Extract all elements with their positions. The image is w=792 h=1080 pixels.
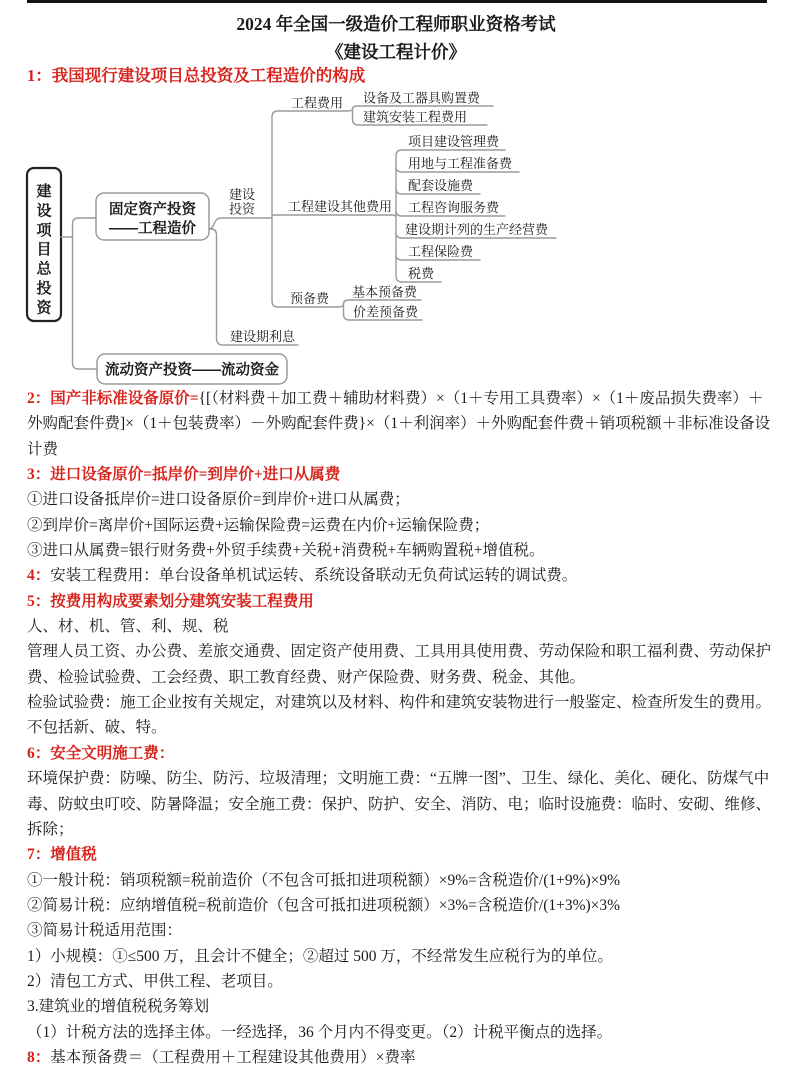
text-segment: ②简易计税：应纳增值税=税前造价（包含可抵扣进项税额）×3%=含税造价/(1+3%)×3% — [27, 896, 621, 914]
price-diff-reserve-label: 价差预备费 — [353, 304, 419, 320]
body-line — [27, 868, 777, 893]
notes-body — [27, 386, 777, 1070]
other-fee-child-label: 配套设施费 — [408, 178, 474, 193]
construction-investment-label: 建设 — [229, 187, 256, 202]
body-line — [27, 639, 777, 664]
other-fee-label: 工程建设其他费用 — [288, 199, 393, 214]
construction-install-label: 建筑安装工程费用 — [363, 109, 468, 125]
connector-line — [73, 218, 97, 237]
fixed-asset-label: 固定资产投资 — [109, 202, 196, 218]
heading-segment: 3：进口设备原价=抵岸价=到岸价+进口从属费 — [27, 466, 341, 484]
body-line — [27, 969, 777, 994]
other-fee-child-label: 税费 — [408, 266, 435, 281]
root-char: 目 — [36, 241, 52, 259]
text-segment: ①进口设备抵岸价=进口设备原价=到岸价+进口从属费； — [27, 491, 410, 509]
text-segment: ③简易计税适用范围： — [27, 922, 183, 940]
heading-segment: 2：国产非标准设备原价= — [27, 390, 199, 407]
text-segment: 基本预备费＝（工程费用＋工程建设其他费用）×费率 — [50, 1048, 416, 1066]
body-line — [27, 842, 777, 867]
reserve-fee-label: 预备费 — [290, 291, 330, 306]
basic-reserve-label: 基本预备费 — [352, 284, 418, 300]
text-segment: 拆除； — [27, 820, 74, 838]
text-segment: 不包括新、破、特。 — [27, 719, 167, 737]
heading-segment: 5：按费用构成要素划分建筑安装工程费用 — [27, 592, 314, 610]
body-line — [27, 386, 777, 411]
equipment-purchase-label: 设备及工器具购置费 — [363, 90, 481, 106]
text-segment: ②到岸价=离岸价+国际运费+运输保险费=运费在内价+运输保险费； — [27, 516, 490, 534]
document-title: 2024 年全国一级造价工程师职业资格考试 — [236, 14, 556, 34]
text-segment: 安装工程费用：单台设备单机试运转、系统设备联动无负荷试运转的调试费。 — [50, 567, 578, 585]
text-segment: {[（材料费＋加工费＋辅助材料费）×（1＋专用工具费率）×（1＋废品损失费率）＋ — [198, 390, 764, 407]
text-segment: （1）计税方法的选择主体。一经选择，36 个月内不得变更。（2）计税平衡点的选择。 — [27, 1023, 613, 1041]
body-line — [27, 817, 777, 842]
document-subtitle: 《建设工程计价》 — [326, 42, 466, 62]
body-line — [27, 462, 777, 487]
body-line — [27, 918, 777, 943]
top-rule — [27, 0, 767, 3]
root-char: 总 — [36, 260, 52, 278]
body-line — [27, 944, 777, 969]
text-segment: 外购配套件费]×（1＋包装费率）－外购配套件费}×（1＋利润率）＋外购配套件费＋销项税额＋非标准设备设 — [27, 415, 771, 433]
body-line — [27, 766, 777, 791]
other-fee-child-label: 项目建设管理费 — [408, 134, 500, 149]
root-char: 设 — [36, 202, 52, 220]
text-segment: 检验试验费：施工企业按有关规定，对建筑以及材料、构件和建筑安装物进行一般鉴定、检查所发生的费用。 — [27, 694, 772, 712]
project-fee-label: 工程费用 — [291, 95, 344, 111]
body-line — [27, 614, 777, 639]
heading-segment: 6：安全文明施工费： — [27, 744, 175, 762]
body-line — [27, 994, 777, 1019]
body-line — [27, 563, 777, 588]
root-char: 投 — [36, 280, 52, 297]
root-char: 资 — [36, 299, 52, 317]
section-1-heading: 1：我国现行建设项目总投资及工程造价的构成 — [27, 66, 366, 85]
fixed-asset-label: ——工程造价 — [109, 221, 196, 237]
connector-line — [211, 229, 298, 345]
other-fee-child-label: 用地与工程准备费 — [408, 156, 513, 171]
text-segment: 环境保护费：防噪、防尘、防污、垃圾清理；文明施工费：“五牌一图”、卫生、绿化、美化、硬化、防煤气中 — [27, 770, 770, 788]
body-line — [27, 690, 777, 715]
connector-line — [272, 111, 346, 117]
working-capital-label: 流动资产投资——流动资金 — [105, 362, 279, 379]
text-segment: 计费 — [27, 440, 59, 458]
other-fee-child-label: 建设期计列的生产经营费 — [405, 222, 549, 237]
investment-structure-mindmap — [0, 85, 792, 385]
root-char: 项 — [36, 221, 52, 239]
root-char: 建 — [36, 183, 52, 200]
text-segment: 费、检验试验费、工会经费、职工教育经费、财产保险费、财务费、税金、其他。 — [27, 668, 586, 686]
body-line — [27, 665, 777, 690]
connector-line — [73, 237, 98, 369]
connector-line — [209, 218, 272, 229]
text-segment: ③进口从属费=银行财务费+外贸手续费+关税+消费税+车辆购置税+增值税。 — [27, 542, 545, 560]
text-segment: 3.建筑业的增值税税务筹划 — [27, 998, 210, 1016]
body-line — [27, 437, 777, 462]
text-segment: 管理人员工资、办公费、差旅交通费、固定资产使用费、工具用具使用费、劳动保险和职工福利费、劳动保护 — [27, 643, 772, 661]
connector-line — [272, 215, 396, 217]
body-line — [27, 538, 777, 563]
text-segment: 1）小规模：①≤500 万，且会计不健全；②超过 500 万，不经常发生应税行为的单位。 — [27, 947, 613, 965]
body-line — [27, 741, 777, 766]
text-segment: 2）清包工方式、甲供工程、老项目。 — [27, 972, 283, 990]
body-line — [27, 513, 777, 538]
body-line — [27, 1020, 777, 1045]
construction-investment-label: 投资 — [229, 201, 256, 217]
body-line — [27, 715, 777, 740]
body-line — [27, 411, 777, 436]
construction-interest-label: 建设期利息 — [230, 329, 296, 344]
heading-segment: 8： — [27, 1048, 51, 1066]
body-line — [27, 487, 777, 512]
text-segment: 毒、防蚊虫叮咬、防暑降温；安全施工费：保护、防护、安全、消防、电；临时设施费：临时、安砌、维修、 — [27, 795, 772, 813]
other-fee-child-label: 工程咨询服务费 — [408, 200, 500, 215]
text-segment: 人、材、机、管、利、规、税 — [27, 618, 229, 636]
body-line — [27, 792, 777, 817]
body-line — [27, 893, 777, 918]
other-fee-child-label: 工程保险费 — [408, 244, 474, 259]
body-line — [27, 1045, 777, 1070]
text-segment: ①一般计税：销项税额=税前造价（不包含可抵扣进项税额）×9%=含税造价/(1+9%)×9% — [27, 871, 621, 889]
heading-segment: 4： — [27, 567, 51, 585]
heading-segment: 7：增值税 — [27, 846, 97, 864]
body-line — [27, 589, 777, 614]
